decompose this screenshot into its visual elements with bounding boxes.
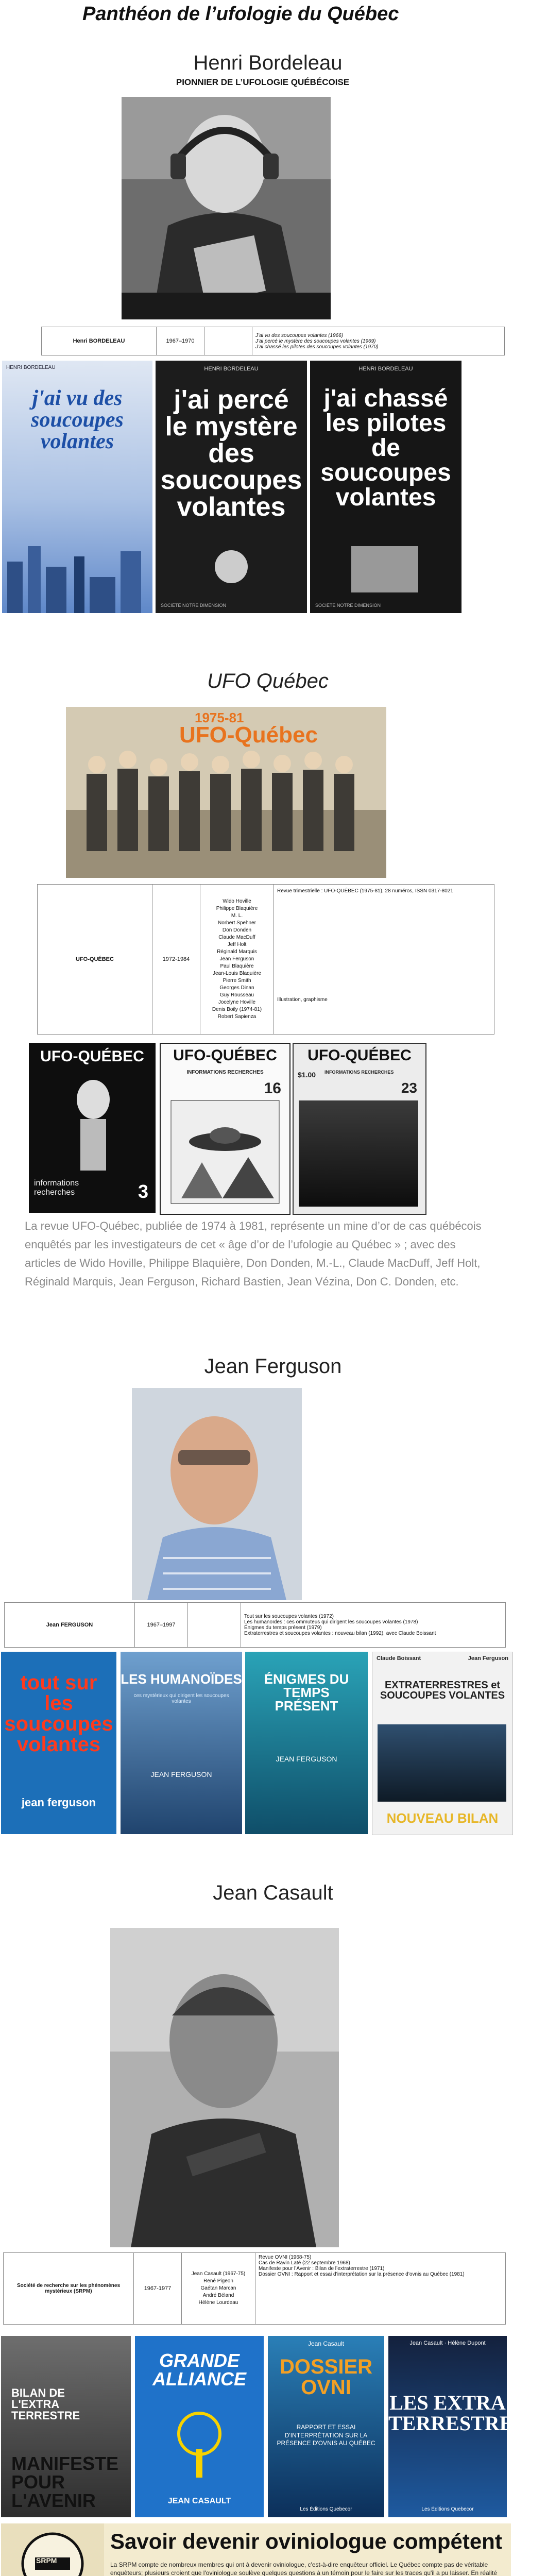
ferguson-work: Extraterrestres et soucoupes volantes : nouveau bilan (1992), avec Claude Boissant — [244, 1631, 436, 1636]
bordeleau-table-years: 1967–1970 — [157, 327, 204, 355]
member: Jean Ferguson — [219, 956, 254, 962]
member: Jocelyne Hoville — [218, 999, 256, 1005]
casault-work: Manifeste pour l’Avenir : Bilan de l’extraterrestre (1971) — [259, 2266, 385, 2272]
photo-caption-name: UFO-Québec — [179, 722, 318, 748]
cover-bottom: NOUVEAU BILAN — [386, 1810, 499, 1826]
casault-cover-3 — [268, 2336, 384, 2517]
cover-number: 23 — [401, 1080, 417, 1096]
member: Claude MacDuff — [218, 935, 255, 940]
ferguson-table-name: Jean FERGUSON — [5, 1603, 135, 1648]
member: Jean-Louis Blaquière — [213, 971, 261, 976]
bordeleau-cover-1 — [2, 361, 152, 613]
cover-title: LES HUMANOÏDES — [121, 1671, 242, 1687]
member: Réginald Marquis — [217, 949, 257, 955]
member: M. L. — [231, 913, 243, 919]
member: Hélène Lourdeau — [198, 2300, 238, 2306]
member: Denis Boily (1974-81) — [212, 1007, 262, 1012]
bordeleau-heading: Henri Bordeleau — [193, 52, 343, 74]
casault-table — [3, 2252, 506, 2325]
member: Norbert Spehner — [218, 920, 256, 926]
ferguson-table — [4, 1602, 506, 1648]
cover-subtitle: INFORMATIONS RECHERCHES — [324, 1070, 394, 1075]
member: Jeff Holt — [227, 942, 247, 947]
member: Jean Casault (1967-75) — [191, 2271, 246, 2277]
moon-icon — [211, 546, 252, 587]
ufoquebec-table-years: 1972-1984 — [152, 885, 200, 1035]
cover-publisher: SOCIÉTÉ NOTRE DIMENSION — [315, 603, 381, 608]
ufoquebec-table-name: UFO-QUÉBEC — [38, 885, 152, 1035]
cover-title: tout sur les soucoupes volantes — [4, 1671, 113, 1756]
ufoquebec-members — [200, 885, 274, 1035]
cover-bottom: MANIFESTE POUR L'AVENIR — [11, 2453, 119, 2511]
bordeleau-subheading: PIONNIER DE L’UFOLOGIE QUÉBÉCOISE — [176, 77, 350, 87]
ferguson-cover-1 — [1, 1652, 116, 1834]
casault-cover-4 — [388, 2336, 525, 2517]
cityscape-illustration — [2, 531, 152, 613]
member: Paul Blaquière — [220, 963, 254, 969]
member: Guy Rousseau — [219, 992, 254, 998]
casault-members — [182, 2253, 255, 2325]
member: Wido Hoville — [223, 899, 251, 904]
article-body — [110, 2561, 507, 2576]
bordeleau-cover-2 — [156, 361, 307, 613]
ufoquebec-publication-cell — [274, 885, 494, 1035]
article-title: Savoir devenir oviniologue compétent — [110, 2529, 502, 2553]
page-title: Panthéon de l’ufologie du Québec — [82, 3, 399, 25]
ufoquebec-photo — [66, 707, 386, 878]
cover-title: j'ai vu des soucoupes volantes — [31, 386, 124, 453]
ferguson-work: Énigmes du temps présent (1979) — [244, 1625, 322, 1631]
cover-title: UFO-QUÉBEC — [173, 1047, 277, 1064]
cover-title: GRANDE ALLIANCE — [152, 2350, 246, 2389]
cover-number: 16 — [264, 1080, 281, 1097]
casault-photo — [110, 1928, 339, 2247]
cover-subtitle: informations recherches — [34, 1179, 79, 1197]
bordeleau-photo-illustration — [122, 97, 331, 319]
cover-title: j'ai chassé les pilotes de soucoupes volantes — [320, 385, 451, 511]
bordeleau-cover-3 — [310, 361, 461, 613]
cover-subtitle: RAPPORT ET ESSAI D'INTERPRÉTATION SUR LA PRÉSENCE D'OVNIS AU QUÉBEC — [277, 2424, 375, 2447]
member: Philippe Blaquière — [216, 906, 258, 911]
cover-subtitle: ces mystérieux qui dirigent les soucoupes volantes — [133, 1693, 229, 1704]
cover-publisher: SOCIÉTÉ NOTRE DIMENSION — [161, 603, 227, 608]
ferguson-table-years: 1967–1997 — [135, 1603, 188, 1648]
cover-author: JEAN FERGUSON — [150, 1770, 212, 1778]
ferguson-table-works — [241, 1603, 506, 1648]
bordeleau-table-name: Henri BORDELEAU — [42, 327, 157, 355]
ferguson-cover-2 — [121, 1652, 242, 1834]
bordeleau-photo — [122, 97, 331, 319]
cover-title: ÉNIGMES DU TEMPS PRÉSENT — [264, 1671, 349, 1714]
member: Georges Dinan — [219, 985, 254, 991]
cover-title: BILAN DE L'EXTRA TERRESTRE — [11, 2386, 80, 2422]
cover-author: Jean Casault · Hélène Dupont — [409, 2340, 486, 2346]
ufoquebec-cover-2 — [160, 1043, 290, 1215]
casault-portrait-illustration — [110, 1928, 339, 2247]
cover-photo — [299, 1100, 418, 1207]
casault-cover-2 — [135, 2336, 264, 2517]
cover-author: JEAN FERGUSON — [276, 1755, 337, 1763]
srpm-sidebar — [1, 2523, 104, 2576]
ufoquebec-cover-1 — [29, 1043, 156, 1213]
cover-number: 3 — [138, 1181, 148, 1202]
cover-title: EXTRATERRESTRES et SOUCOUPES VOLANTES — [380, 1680, 505, 1701]
cover-title: DOSSIER OVNI — [279, 2355, 373, 2399]
ufoquebec-table — [37, 884, 494, 1035]
cover-publisher: Les Éditions Quebecor — [300, 2506, 352, 2512]
srpm-logo-icon — [20, 2531, 86, 2576]
bordeleau-work: J’ai vu des soucoupes volantes (1966) — [255, 332, 344, 338]
cover-author: JEAN CASAULT — [167, 2497, 231, 2505]
ufoquebec-heading: UFO Québec — [207, 670, 329, 692]
ufoquebec-notes: Illustration, graphisme — [277, 997, 328, 1003]
ferguson-cover-4 — [372, 1652, 513, 1835]
ferguson-portrait-illustration — [132, 1388, 302, 1600]
ferguson-heading: Jean Ferguson — [204, 1355, 342, 1378]
cover-subtitle: INFORMATIONS RECHERCHES — [186, 1070, 264, 1075]
cover-photo — [351, 546, 418, 592]
cover-title: UFO-QUÉBEC — [40, 1048, 144, 1065]
member: Robert Sapienza — [217, 1014, 257, 1020]
cover-author: Claude Boissant — [377, 1655, 421, 1662]
casault-table-name: Société de recherche sur les phénomènes mystérieux (SRPM) — [4, 2253, 134, 2325]
ufoquebec-cover-3 — [293, 1043, 426, 1215]
ferguson-photo — [132, 1388, 302, 1600]
casault-cover-1 — [1, 2336, 131, 2517]
member: Gaétan Marcan — [200, 2285, 236, 2291]
article-paragraph: La SRPM compte de nombreux membres qui ont à devenir oviniologue, c'est-à-dire enquêteur officiel. Le Québec compte pas de véritable enquêteurs; plusieurs croient que l'oviniologue soulève quelques questions à un témoin pour le faire sur les traces qu'il a pu laisser. En réalité — [110, 2561, 498, 2576]
cover-author: jean ferguson — [21, 1796, 96, 1809]
ufoquebec-paragraph: La revue UFO-Québec, publiée de 1974 à 1981, représente un mine d’or de cas québécois enquêtés par les investigateurs de cet « âge d’or de l’ufologie au Québec » ; avec des articles de Wido Hoville, Philippe Blaquière, Don Donden, M.-L., Claude MacDuff, Jeff Holt, Réginald Marquis, Jean Ferguson, Richard Bastien, Jean Vézina, Don C. Donden, etc. — [25, 1219, 482, 1288]
cover-title: UFO-QUÉBEC — [307, 1047, 412, 1064]
ferguson-cover-3 — [245, 1652, 368, 1834]
alien-illustration — [65, 1079, 122, 1172]
casault-work: Dossier OVNI : Rapport et essai d’interprétation sur la présence d’ovnis au Québec (1981) — [259, 2272, 465, 2277]
ufo-drawing-illustration — [171, 1100, 279, 1204]
member: Don Donden — [222, 927, 252, 933]
member: René Pigeon — [203, 2278, 233, 2284]
cover-price: $1.00 — [298, 1071, 316, 1079]
bordeleau-table-works — [252, 327, 505, 355]
ferguson-work: Les humanoïdes : ces ommuteus qui dirigent les soucoupes volantes (1978) — [244, 1619, 418, 1625]
casault-work: Cas de Ravin Laté (22 septembre 1968) — [259, 2260, 350, 2266]
cover-publisher: Les Éditions Quebecor — [421, 2506, 474, 2512]
casault-work: Revue OVNI (1968-75) — [259, 2255, 312, 2260]
srpm-article — [1, 2523, 511, 2576]
casault-table-years: 1967-1977 — [134, 2253, 182, 2325]
cover-author: HENRI BORDELEAU — [358, 366, 413, 372]
member: André Béland — [202, 2293, 234, 2298]
cover-author: HENRI BORDELEAU — [204, 366, 259, 372]
srpm-logo-text: SRPM — [36, 2556, 57, 2565]
casault-heading: Jean Casault — [213, 1882, 333, 1904]
bordeleau-work: J’ai chassé les pilotes des soucoupes volantes (1970) — [255, 344, 379, 350]
casault-table-works — [255, 2253, 506, 2325]
member: Pierre Smith — [223, 978, 251, 984]
bordeleau-table — [41, 327, 505, 355]
emblem-icon — [174, 2403, 225, 2480]
ferguson-table-empty — [188, 1603, 241, 1648]
cover-title: j'ai percé le mystère des soucoupes volantes — [160, 385, 302, 522]
cover-author: Jean Casault — [307, 2340, 345, 2347]
ferguson-work: Tout sur les soucoupes volantes (1972) — [244, 1614, 334, 1619]
bordeleau-work: J’ai percé le mystère des soucoupes volantes (1969) — [255, 338, 376, 344]
cover-author: HENRI BORDELEAU — [6, 365, 56, 370]
cover-photo — [378, 1724, 506, 1802]
cover-title: LES EXTRA TERRESTRES — [388, 2391, 525, 2435]
ufoquebec-publication: Revue trimestrielle : UFO-QUÉBEC (1975-81), 28 numéros, ISSN 0317-8021 — [277, 888, 453, 894]
bordeleau-table-empty — [204, 327, 252, 355]
cover-author: Jean Ferguson — [468, 1655, 508, 1662]
photo-caption-years: 1975-81 — [195, 710, 244, 725]
